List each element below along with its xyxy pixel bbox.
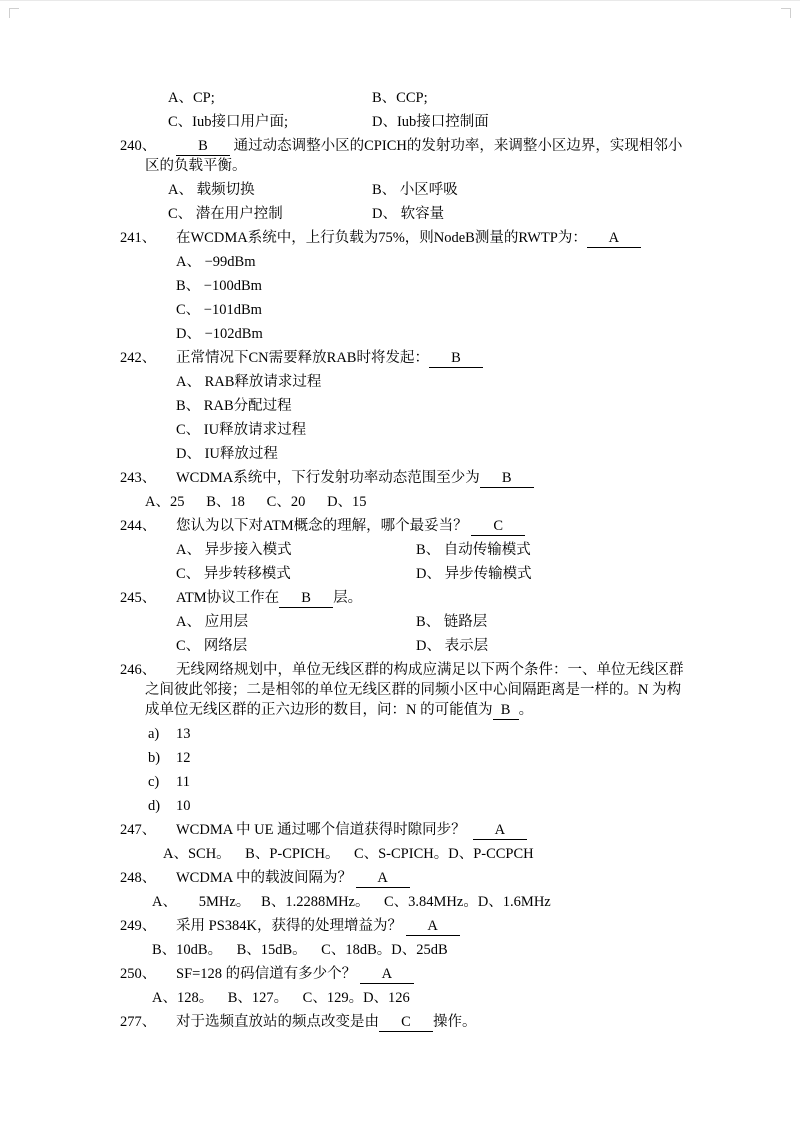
answer-blank [360, 966, 414, 984]
question-239-options [120, 88, 692, 132]
options-line: A、25 B、18 C、20 D、15 [145, 494, 367, 510]
option-b: B、 小区呼吸 [372, 182, 458, 198]
question-number: 243、 [120, 470, 157, 486]
answer-blank [493, 702, 519, 720]
question-stem [120, 868, 692, 888]
question-243 [120, 468, 692, 512]
answer-blank [356, 870, 410, 888]
option-label-d: d) [148, 798, 161, 814]
option-row [120, 844, 692, 864]
answer-value: B [198, 138, 208, 154]
question-number: 241、 [120, 230, 157, 246]
question-stem [120, 136, 692, 176]
option-row [120, 276, 692, 296]
question-number: 240、 [120, 138, 157, 154]
answer-value: C [493, 518, 504, 534]
stem-pre: 正常情况下CN需要释放RAB时将发起： [176, 350, 429, 366]
stem-pre: 您认为以下对ATM概念的理解，哪个最妥当？ [176, 518, 472, 534]
question-number: 247、 [120, 822, 157, 838]
answer-value: B [301, 590, 311, 606]
option-label-b: b) [148, 750, 161, 766]
option-row [120, 540, 692, 560]
option-row [120, 724, 692, 744]
question-stem [120, 588, 692, 608]
options-line: A、128。 B、127。 C、129。D、126 [152, 990, 410, 1006]
answer-value: A [494, 822, 506, 838]
answer-blank [473, 822, 527, 840]
question-240 [120, 136, 692, 224]
option-row [120, 112, 692, 132]
option-row [120, 636, 692, 656]
option-row [120, 492, 692, 512]
question-stem [120, 820, 692, 840]
option-row [120, 396, 692, 416]
options-line: B、10dB。 B、15dB。 C、18dB。D、25dB [152, 942, 448, 958]
option-a: A、 RAB释放请求过程 [176, 374, 322, 390]
document-content [120, 88, 692, 1036]
option-d: D、 异步传输模式 [416, 566, 532, 582]
option-row [120, 988, 692, 1008]
stem-pre: 采用 PS384K，获得的处理增益为？ [176, 918, 406, 934]
question-stem [120, 660, 692, 720]
question-stem [120, 228, 692, 248]
option-b: B、 RAB分配过程 [176, 398, 292, 414]
question-247 [120, 820, 692, 864]
question-248 [120, 868, 692, 912]
question-stem [120, 964, 692, 984]
option-row [120, 444, 692, 464]
option-row [120, 88, 692, 108]
answer-value: B [501, 470, 512, 486]
options-line: A、SCH。 B、P-CPICH。 C、S-CPICH。D、P-CCPCH [163, 846, 534, 862]
stem-pre: ATM协议工作在 [176, 590, 280, 606]
question-245 [120, 588, 692, 656]
page-corner-mark [781, 8, 791, 18]
option-row [120, 372, 692, 392]
question-stem [120, 468, 692, 488]
answer-blank [471, 518, 525, 536]
option-c: C、Iub接口用户面; [168, 114, 289, 130]
option-row [120, 772, 692, 792]
page-corner-mark [9, 8, 19, 18]
option-row [120, 940, 692, 960]
question-277 [120, 1012, 692, 1032]
option-c: C、 IU释放请求过程 [176, 422, 307, 438]
option-a: A、 异步接入模式 [176, 542, 292, 558]
option-d: D、 −102dBm [176, 326, 263, 342]
question-number: 277、 [120, 1014, 157, 1030]
option-d: D、 表示层 [416, 638, 489, 654]
question-number: 248、 [120, 870, 157, 886]
stem-post: 。 [518, 702, 534, 718]
question-number: 242、 [120, 350, 157, 366]
answer-value: A [608, 230, 620, 246]
answer-value: B [451, 350, 461, 366]
option-row [120, 796, 692, 816]
stem-pre: WCDMA 中的载波间隔为？ [176, 870, 356, 886]
answer-value: A [427, 918, 438, 934]
answer-value: C [401, 1014, 411, 1030]
option-b: B、 自动传输模式 [416, 542, 531, 558]
question-number: 246、 [120, 662, 157, 678]
option-row [120, 612, 692, 632]
stem-pre: WCDMA 中 UE 通过哪个信道获得时隙同步？ [176, 822, 473, 838]
option-a: A、CP; [168, 90, 215, 106]
option-value: 11 [176, 774, 190, 790]
option-row [120, 204, 692, 224]
option-b: B、 −100dBm [176, 278, 262, 294]
option-b: B、CCP; [372, 90, 428, 106]
answer-blank [429, 350, 483, 368]
option-row [120, 420, 692, 440]
option-row [120, 564, 692, 584]
question-stem [120, 1012, 692, 1032]
option-label-a: a) [148, 726, 160, 742]
option-row [120, 252, 692, 272]
option-c: C、 潜在用户控制 [168, 206, 283, 222]
option-b: B、 链路层 [416, 614, 488, 630]
question-number: 245、 [120, 590, 157, 606]
answer-value: A [381, 966, 393, 982]
option-value: 10 [176, 798, 191, 814]
stem-post: 操作。 [433, 1014, 477, 1030]
stem-pre: SF=128 的码信道有多少个？ [176, 966, 360, 982]
option-d: D、 软容量 [372, 206, 445, 222]
answer-blank [587, 230, 641, 248]
option-label-c: c) [148, 774, 160, 790]
option-row [120, 324, 692, 344]
options-line: A、 5MHz。 B、1.2288MHz。 C、3.84MHz。D、1.6MHz [152, 894, 551, 910]
option-value: 12 [176, 750, 191, 766]
answer-blank [406, 918, 460, 936]
question-stem [120, 516, 692, 536]
question-246 [120, 660, 692, 816]
option-value: 13 [176, 726, 191, 742]
question-stem [120, 916, 692, 936]
option-a: A、 载频切换 [168, 182, 255, 198]
question-241 [120, 228, 692, 344]
question-number: 250、 [120, 966, 157, 982]
option-a: A、 应用层 [176, 614, 249, 630]
option-row [120, 300, 692, 320]
stem-post: 通过动态调整小区的CPICH的发射功率，来调整小区边界，实现相邻小区的负载平衡。 [145, 138, 683, 174]
option-row [120, 180, 692, 200]
question-number: 244、 [120, 518, 157, 534]
answer-blank [279, 590, 333, 608]
stem-pre: WCDMA系统中，下行发射功率动态范围至少为 [176, 470, 480, 486]
option-c: C、 −101dBm [176, 302, 262, 318]
answer-blank [176, 138, 230, 156]
question-244 [120, 516, 692, 584]
stem-pre: 对于选频直放站的频点改变是由 [176, 1014, 379, 1030]
option-d: D、Iub接口控制面 [372, 114, 489, 130]
option-a: A、 −99dBm [176, 254, 256, 270]
question-249 [120, 916, 692, 960]
stem-pre: 无线网络规划中，单位无线区群的构成应满足以下两个条件：一、单位无线区群之间彼此邻接；二是相邻的单位无线区群的同频小区中心间隔距离是一样的。N 为构成单位无线区群的正六边形的数目，问：N 的可能值为 [145, 662, 684, 718]
stem-pre: 在WCDMA系统中，上行负载为75%，则NodeB测量的RWTP为： [176, 230, 587, 246]
option-c: C、 异步转移模式 [176, 566, 291, 582]
answer-blank [379, 1014, 433, 1032]
question-242 [120, 348, 692, 464]
answer-value: A [377, 870, 388, 886]
question-number: 249、 [120, 918, 157, 934]
question-stem [120, 348, 692, 368]
answer-value: B [500, 702, 511, 718]
option-c: C、 网络层 [176, 638, 248, 654]
question-250 [120, 964, 692, 1008]
stem-post: 层。 [333, 590, 363, 606]
option-d: D、 IU释放过程 [176, 446, 278, 462]
answer-blank [480, 470, 534, 488]
option-row [120, 892, 692, 912]
option-row [120, 748, 692, 768]
